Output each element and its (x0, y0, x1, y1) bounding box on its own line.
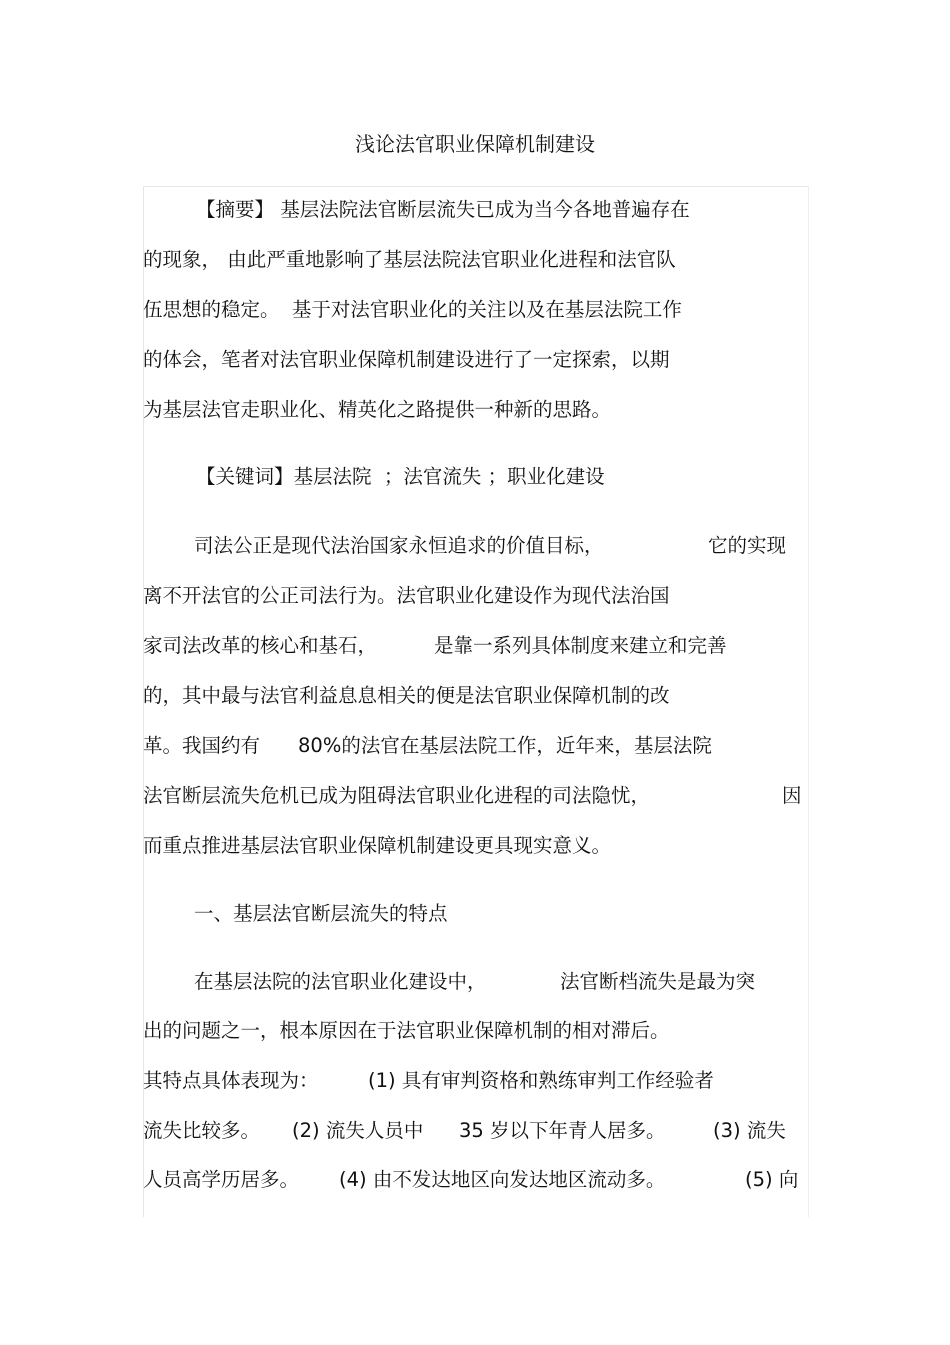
text-segment: 因 (782, 784, 802, 807)
text-segment: 家司法改革的核心和基石， (143, 634, 378, 657)
abstract-line: 的现象， 由此严重地影响了基层法院法官职业化进程和法官队 (143, 248, 676, 271)
paragraph-line (0, 531, 950, 561)
document-title: 浅论法官职业保障机制建设 (355, 132, 595, 156)
text-segment: 法官断档流失是最为突 (560, 970, 756, 993)
text-segment: (4) 由不发达地区向发达地区流动多。 (339, 1168, 666, 1191)
text-segment: (2) 流失人员中 (292, 1119, 424, 1142)
text-segment: 在基层法院的法官职业化建设中， (194, 970, 487, 993)
paragraph-line (0, 1116, 950, 1146)
text-segment: 革。我国约有 (143, 734, 261, 757)
text-segment: (3) 流失 (713, 1119, 786, 1142)
paragraph-line (0, 731, 950, 761)
paragraph-line: 的，其中最与法官利益息息相关的便是法官职业保障机制的改 (143, 684, 670, 707)
paragraph-line: 出的问题之一，根本原因在于法官职业保障机制的相对滞后。 (143, 1019, 670, 1042)
text-segment: 35 岁以下年青人居多。 (459, 1119, 666, 1142)
text-segment: 流失比较多。 (143, 1119, 261, 1142)
text-segment: 80%的法官在基层法院工作，近年来，基层法院 (298, 734, 712, 757)
text-segment: (1) 具有审判资格和熟练审判工作经验者 (368, 1069, 714, 1092)
text-segment: 司法公正是现代法治国家永恒追求的价值目标， (194, 534, 604, 557)
keywords-line: 【关键词】基层法院 ；法官流失 ；职业化建设 (196, 465, 605, 488)
paragraph-line (0, 1165, 950, 1195)
abstract-line: 【摘要】 基层法院法官断层流失已成为当今各地普遍存在 (196, 198, 690, 221)
abstract-line: 伍思想的稳定。 基于对法官职业化的关注以及在基层法院工作 (143, 298, 682, 321)
paragraph-line (0, 781, 950, 811)
text-segment: (5) 向 (745, 1168, 799, 1191)
paragraph-line: 而重点推进基层法官职业保障机制建设更具现实意义。 (143, 834, 612, 857)
text-segment: 法官断层流失危机已成为阻碍法官职业化进程的司法隐忧， (143, 784, 651, 807)
text-segment: 其特点具体表现为： (143, 1069, 319, 1092)
paragraph-line (0, 631, 950, 661)
text-segment: 它的实现 (708, 534, 787, 557)
paragraph-line: 离不开法官的公正司法行为。法官职业化建设作为现代法治国 (143, 584, 670, 607)
paragraph-line (0, 967, 950, 997)
text-segment: 人员高学历居多。 (143, 1168, 300, 1191)
abstract-line: 的体会，笔者对法官职业保障机制建设进行了一定探索，以期 (143, 348, 670, 371)
section-heading: 一、基层法官断层流失的特点 (194, 902, 448, 925)
abstract-line: 为基层法官走职业化、精英化之路提供一种新的思路。 (143, 398, 612, 421)
paragraph-line (0, 1066, 950, 1096)
text-segment: 是靠一系列具体制度来建立和完善 (434, 634, 727, 657)
